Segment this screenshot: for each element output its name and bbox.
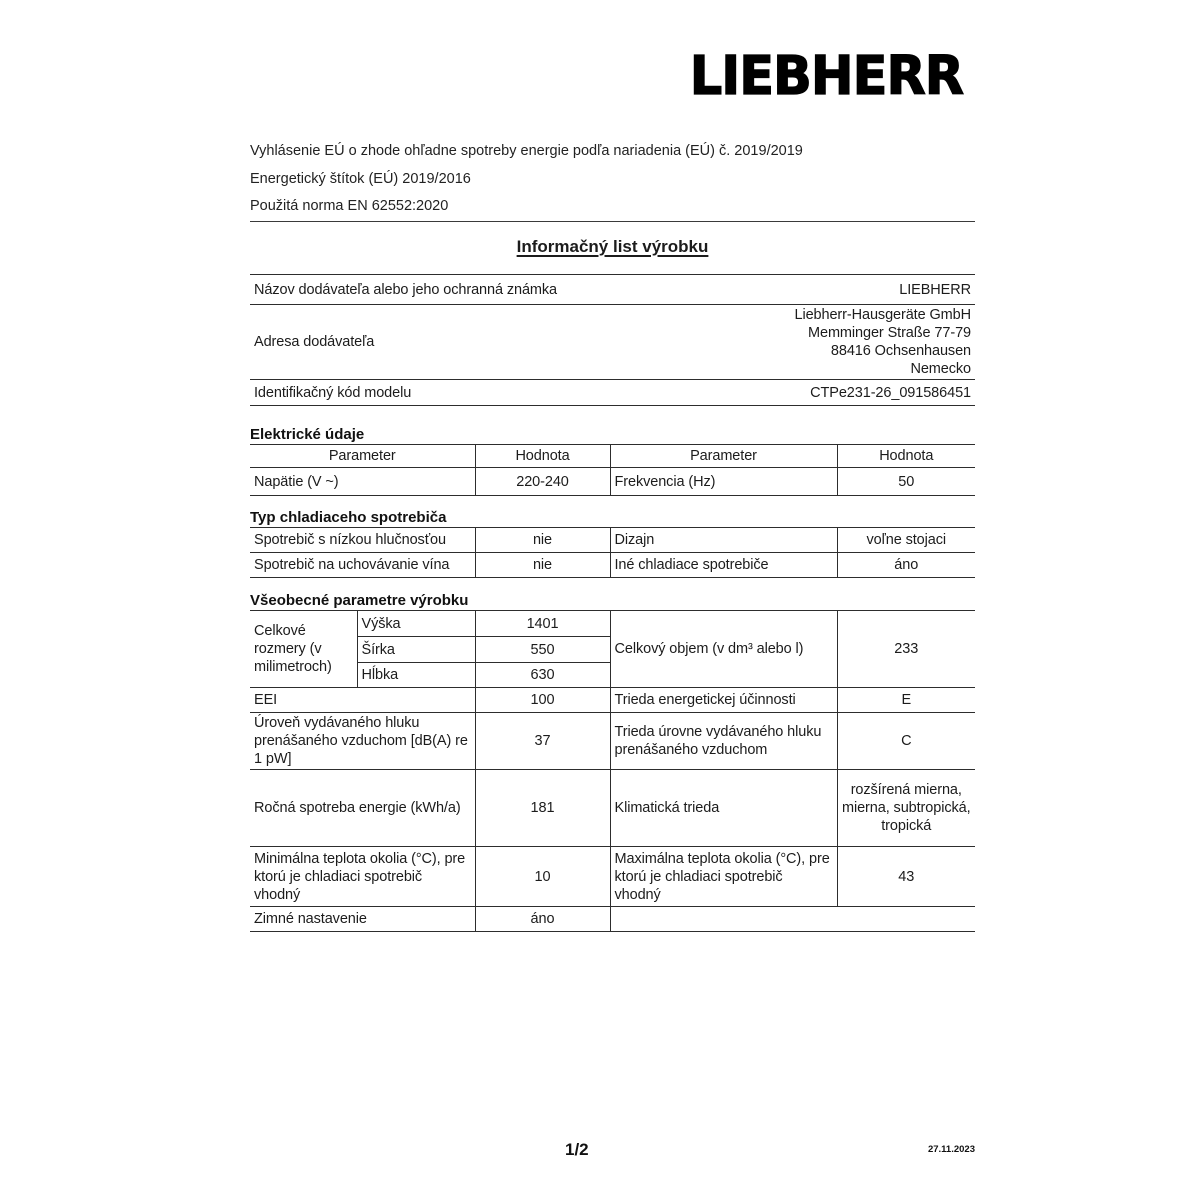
frequency-value: 50 xyxy=(837,468,975,496)
depth-label: Hĺbka xyxy=(357,663,475,688)
other-appliance-value: áno xyxy=(837,553,975,578)
annual-energy-value: 181 xyxy=(475,770,610,847)
general-table xyxy=(250,610,975,932)
low-noise-label: Spotrebič s nízkou hlučnosťou xyxy=(250,528,475,553)
supplier-name-label: Názov dodávateľa alebo jeho ochranná známka xyxy=(250,275,610,305)
winter-setting-label: Zimné nastavenie xyxy=(250,907,475,932)
table-row xyxy=(250,770,975,847)
table-row xyxy=(250,468,975,496)
width-value: 550 xyxy=(475,637,610,663)
table-row xyxy=(250,380,975,406)
climate-class-value: rozšírená mierna, mierna, subtropická, tropická xyxy=(837,770,975,847)
supplier-address-label: Adresa dodávateľa xyxy=(250,305,610,380)
noise-level-value: 37 xyxy=(475,713,610,770)
eei-value: 100 xyxy=(475,688,610,713)
climate-class-label: Klimatická trieda xyxy=(610,770,837,847)
volume-label: Celkový objem (v dm³ alebo l) xyxy=(610,611,837,688)
annual-energy-label: Ročná spotreba energie (kWh/a) xyxy=(250,770,475,847)
page-number: 1/2 xyxy=(565,1140,589,1159)
address-line: 88416 Ochsenhausen xyxy=(830,343,971,359)
section-heading-electrical: Elektrické údaje xyxy=(250,426,365,443)
frequency-label: Frekvencia (Hz) xyxy=(610,468,837,496)
header-divider xyxy=(250,221,975,222)
wine-storage-label: Spotrebič na uchovávanie vína xyxy=(250,553,475,578)
winter-setting-value: áno xyxy=(475,907,610,932)
energy-class-label: Trieda energetickej účinnosti xyxy=(610,688,837,713)
height-value: 1401 xyxy=(475,611,610,637)
table-row xyxy=(250,611,975,637)
max-temp-label: Maximálna teplota okolia (°C), pre ktorú je chladiaci spotrebič vhodný xyxy=(610,847,837,907)
dimensions-label: Celkové rozmery (v milimetroch) xyxy=(250,611,357,688)
supplier-table xyxy=(250,274,975,406)
width-label: Šírka xyxy=(357,637,475,663)
noise-class-label: Trieda úrovne vydávaného hluku prenášaného vzduchom xyxy=(610,713,837,770)
column-header: Parameter xyxy=(610,445,837,468)
supplier-name-value: LIEBHERR xyxy=(610,275,975,305)
column-header: Hodnota xyxy=(475,445,610,468)
table-row xyxy=(250,847,975,907)
eei-label: EEI xyxy=(250,688,475,713)
address-line: Memminger Straße 77-79 xyxy=(808,325,971,341)
electrical-table xyxy=(250,444,975,496)
table-row xyxy=(250,275,975,305)
table-row xyxy=(250,553,975,578)
type-table xyxy=(250,527,975,578)
declaration-line: Vyhlásenie EÚ o zhode ohľadne spotreby energie podľa nariadenia (EÚ) č. 2019/2019 xyxy=(250,143,803,159)
voltage-value: 220-240 xyxy=(475,468,610,496)
table-row xyxy=(250,907,975,932)
min-temp-value: 10 xyxy=(475,847,610,907)
liebherr-logo: LIEBHERR xyxy=(689,45,963,108)
other-appliance-label: Iné chladiace spotrebiče xyxy=(610,553,837,578)
voltage-label: Napätie (V ~) xyxy=(250,468,475,496)
min-temp-label: Minimálna teplota okolia (°C), pre ktorú je chladiaci spotrebič vhodný xyxy=(250,847,475,907)
table-row xyxy=(250,688,975,713)
column-header: Parameter xyxy=(250,445,475,468)
address-line: Liebherr-Hausgeräte GmbH xyxy=(794,307,971,323)
max-temp-value: 43 xyxy=(837,847,975,907)
column-header: Hodnota xyxy=(837,445,975,468)
section-heading-type: Typ chladiaceho spotrebiča xyxy=(250,509,447,526)
energy-label-line: Energetický štítok (EÚ) 2019/2016 xyxy=(250,171,471,187)
standard-line: Použitá norma EN 62552:2020 xyxy=(250,198,449,214)
design-value: voľne stojaci xyxy=(837,528,975,553)
document-date: 27.11.2023 xyxy=(927,1144,975,1155)
model-id-value: CTPe231-26_091586451 xyxy=(610,380,975,406)
wine-storage-value: nie xyxy=(475,553,610,578)
volume-value: 233 xyxy=(837,611,975,688)
energy-class-value: E xyxy=(837,688,975,713)
supplier-address-value xyxy=(610,305,975,380)
noise-class-value: C xyxy=(837,713,975,770)
address-line: Nemecko xyxy=(910,361,971,377)
noise-level-label: Úroveň vydávaného hluku prenášaného vzduchom [dB(A) re 1 pW] xyxy=(250,713,475,770)
table-row xyxy=(250,713,975,770)
empty-cell xyxy=(610,907,975,932)
section-heading-general: Všeobecné parametre výrobku xyxy=(250,592,469,609)
table-row xyxy=(250,528,975,553)
table-row xyxy=(250,305,975,380)
model-id-label: Identifikačný kód modelu xyxy=(250,380,610,406)
table-header-row xyxy=(250,445,975,468)
low-noise-value: nie xyxy=(475,528,610,553)
depth-value: 630 xyxy=(475,663,610,688)
design-label: Dizajn xyxy=(610,528,837,553)
height-label: Výška xyxy=(357,611,475,637)
page-title: Informačný list výrobku xyxy=(516,237,709,256)
